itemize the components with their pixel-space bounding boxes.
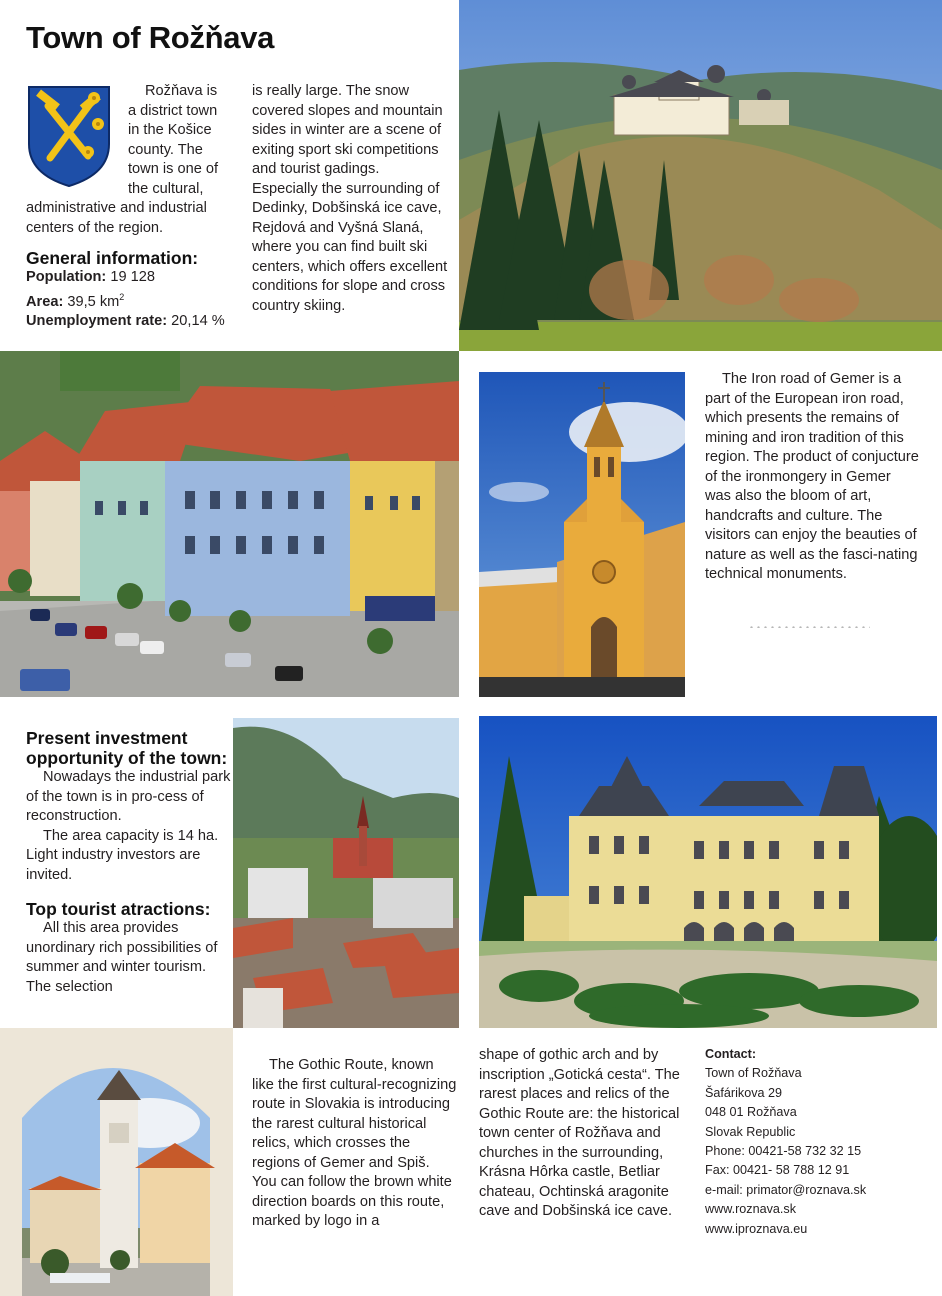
area-unit-sup: 2 <box>119 291 125 302</box>
investment-para: Nowadays the industrial park of the town is in pro-cess of reconstruction. <box>26 769 231 824</box>
population-label: Population: <box>26 269 107 285</box>
contact-line: Slovak Republic <box>705 1124 796 1139</box>
general-information <box>26 248 241 331</box>
intro-line: town is one of <box>128 161 219 177</box>
investment-para: The area capacity is 14 ha. Light industry investors are invited. <box>26 827 219 883</box>
iron-road-text: The Iron road of Gemer is a part of the European iron road, which presents the remains of mining and iron tradition of this region. The product of conjucture of the ironmongery in Gemer was also the bloom of art, handcrafts and culture. The visitors can enjoy the beauties of nature as well as the fasci-nating technical monuments. <box>705 371 919 582</box>
church-photo <box>479 372 685 697</box>
intro-rest: administrative and industrial centers of the region. <box>26 200 207 236</box>
intro-line: in the Košice <box>128 122 212 138</box>
intro-line: the cultural, <box>128 180 204 197</box>
intro-line: county. The <box>128 141 203 158</box>
gothic-places-text: shape of gothic arch and by inscription „Gotická cesta“. The rarest places and relics of the Gothic Route are: the historical town center of Rožňava and churches in the surrounding, Krásna Hôrka castle, Betliar chateau, Ochtinská aragonite cave and Dobšinská ice cave. <box>479 1047 680 1219</box>
contact-fax: Fax: 00421- 58 788 12 91 <box>705 1163 850 1178</box>
castle-photo <box>459 0 942 351</box>
tourist-heading: Top tourist atractions: <box>26 899 211 919</box>
contact-line: Šafárikova 29 <box>705 1085 783 1100</box>
population-row <box>26 268 241 288</box>
contact-block <box>705 1045 925 1239</box>
unemployment-row <box>26 312 241 332</box>
gothic-route-text: The Gothic Route, known like the first cultural-recognizing route in Slovakia is introducing the rarest cultural historical relics, which crosses the regions of Gemer and Spiš. You can follow the brown white direction boards on this route, marked by logo in a <box>252 1057 457 1229</box>
contact-email-link[interactable]: e-mail: primator@roznava.sk <box>705 1182 867 1197</box>
population-value: 19 128 <box>110 269 155 285</box>
general-heading: General information: <box>26 248 199 268</box>
tourist-section <box>26 899 231 997</box>
area-label: Area: <box>26 293 64 310</box>
tower-arch-photo <box>0 1028 233 1296</box>
intro-line: a district town <box>128 102 218 119</box>
contact-line: Town of Rožňava <box>705 1066 802 1081</box>
investment-section <box>26 728 231 885</box>
snow-text: is really large. The snow covered slopes and mountain sides in winter are a scene of exiting sport ski competitions and tourist gadings. Especially the surrounding of Dedinky, Dobšinská ice cave, Rejdová and Vyšná Slaná, where you can find built ski centers, which offers excellent conditions for slope and cross country skiing. <box>252 83 448 314</box>
unemployment-value: 20,14 % <box>171 312 225 329</box>
contact-phone: Phone: 00421-58 732 32 15 <box>705 1144 862 1159</box>
contact-line: 048 01 Rožňava <box>705 1105 797 1120</box>
area-row <box>26 288 241 312</box>
tourist-text: All this area provides unordinary rich possibilities of summer and winter tourism. The selection <box>26 920 218 995</box>
decorative-dots <box>748 626 870 628</box>
investment-heading: Present investment opportunity of the town: <box>26 728 228 768</box>
intro-text <box>26 82 236 238</box>
intro-line: Rožňava is <box>145 83 218 99</box>
town-square-photo <box>0 351 459 697</box>
contact-website-link[interactable]: www.roznava.sk <box>705 1202 796 1217</box>
unemployment-label: Unemployment rate: <box>26 312 168 329</box>
area-value: 39,5 km <box>67 293 120 310</box>
page-title: Town of Rožňava <box>26 20 275 55</box>
valley-town-photo <box>233 718 459 1028</box>
chateau-photo <box>479 716 937 1028</box>
contact-heading: Contact: <box>705 1047 757 1061</box>
contact-website-link[interactable]: www.iproznava.eu <box>705 1221 808 1236</box>
